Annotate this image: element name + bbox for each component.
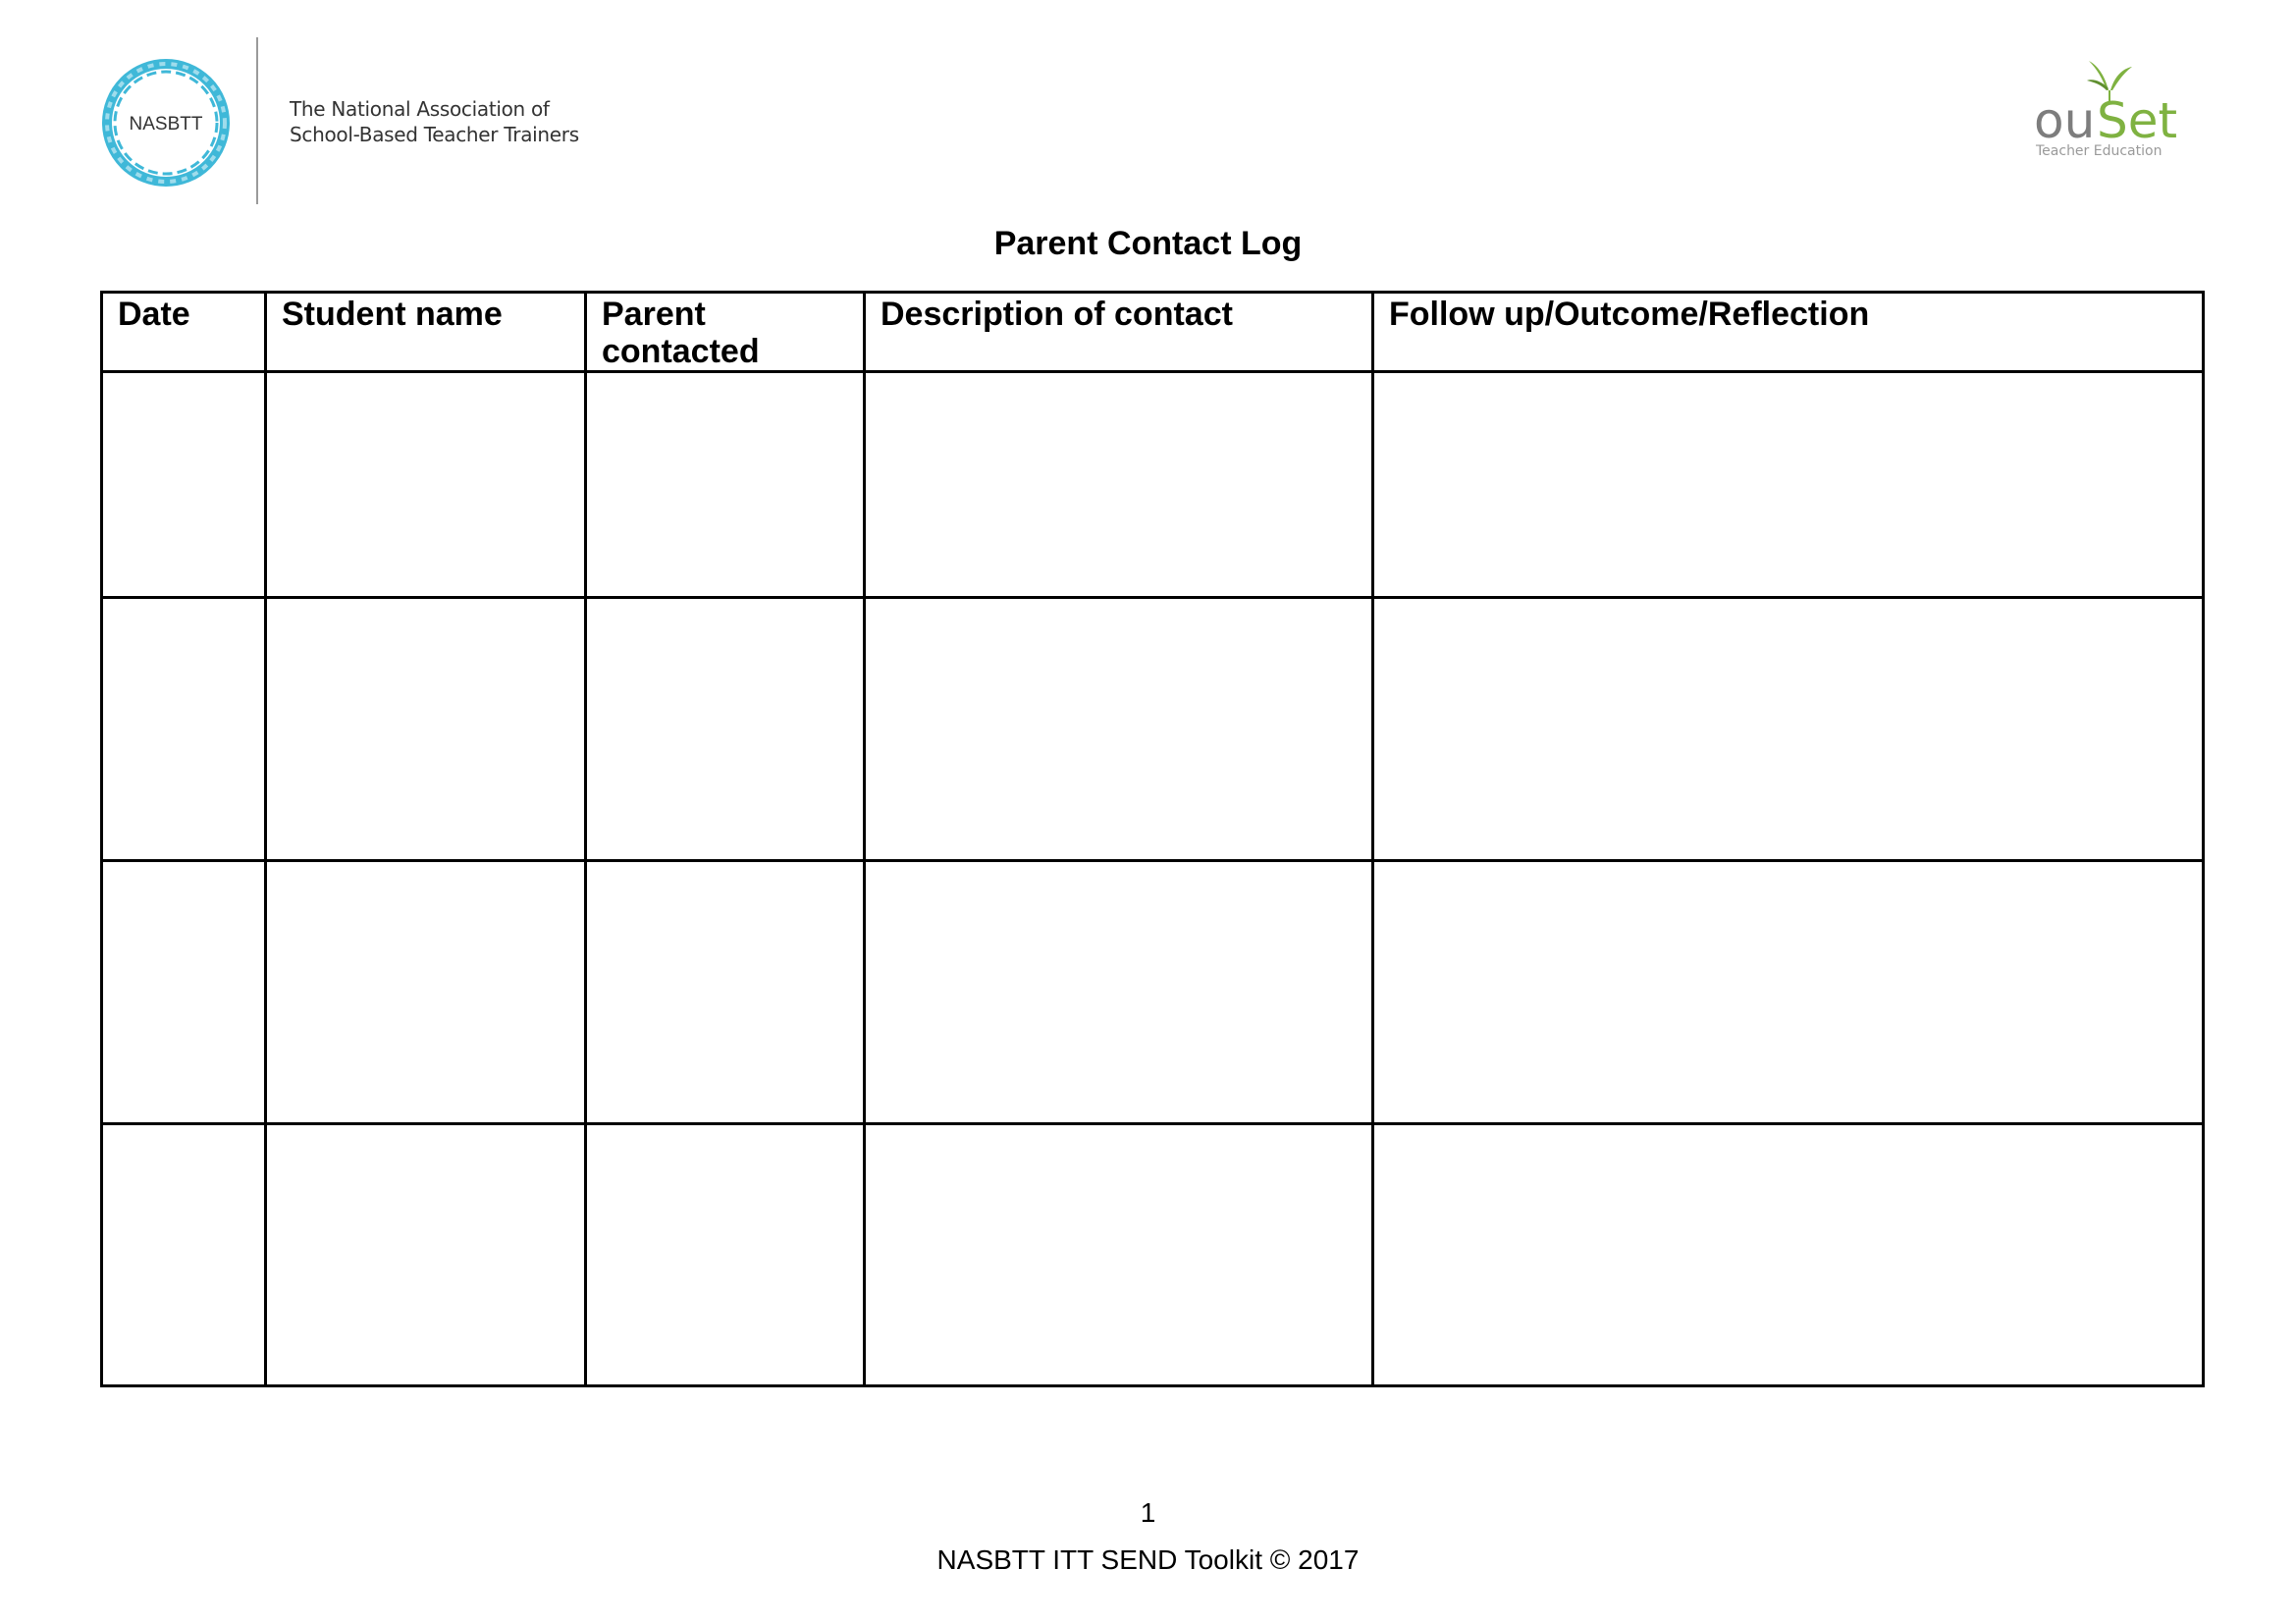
table-cell-student-name[interactable]	[266, 861, 586, 1124]
table-cell-follow-up[interactable]	[1373, 1124, 2204, 1386]
page-number: 1	[1140, 1497, 1156, 1528]
outset-logo-word-part1: ou	[2034, 92, 2096, 149]
nasbtt-logo-text: NASBTT	[129, 114, 203, 135]
column-header-date: Date	[102, 293, 266, 372]
outset-logo-word-part2: Set	[2097, 92, 2178, 149]
page-title: Parent Contact Log	[993, 225, 1303, 262]
footer-copyright: NASBTT ITT SEND Toolkit © 2017	[936, 1544, 1360, 1575]
table-cell-student-name[interactable]	[266, 1124, 586, 1386]
column-header-student-name: Student name	[266, 293, 586, 372]
table-cell-description[interactable]	[865, 598, 1373, 861]
table-cell-parent-contacted[interactable]	[586, 861, 865, 1124]
column-header-description-of-contact: Description of contact	[865, 293, 1373, 372]
table-cell-date[interactable]	[102, 598, 266, 861]
parent-contact-log-table	[100, 291, 2205, 1387]
header-divider	[256, 37, 258, 204]
organisation-name	[290, 96, 579, 147]
table-row	[102, 1124, 2204, 1386]
table-cell-description[interactable]	[865, 372, 1373, 598]
table-cell-date[interactable]	[102, 1124, 266, 1386]
table-header-row	[102, 293, 2204, 372]
table-cell-student-name[interactable]	[266, 598, 586, 861]
table-cell-follow-up[interactable]	[1373, 861, 2204, 1124]
table-cell-date[interactable]	[102, 861, 266, 1124]
outset-logo-icon	[2032, 55, 2189, 163]
table-cell-description[interactable]	[865, 861, 1373, 1124]
table-cell-parent-contacted[interactable]	[586, 598, 865, 861]
table-cell-description[interactable]	[865, 1124, 1373, 1386]
table-cell-parent-contacted[interactable]	[586, 372, 865, 598]
table-cell-parent-contacted[interactable]	[586, 1124, 865, 1386]
table-row	[102, 372, 2204, 598]
table-cell-follow-up[interactable]	[1373, 372, 2204, 598]
column-header-follow-up: Follow up/Outcome/Reflection	[1373, 293, 2204, 372]
nasbtt-logo-icon	[102, 59, 230, 187]
table-cell-date[interactable]	[102, 372, 266, 598]
organisation-name-line-1: The National Association of	[290, 97, 550, 121]
column-header-parent-contacted: Parent contacted	[586, 293, 865, 372]
table-cell-follow-up[interactable]	[1373, 598, 2204, 861]
table-row	[102, 861, 2204, 1124]
outset-logo-tagline: Teacher Education	[2036, 143, 2163, 159]
organisation-name-line-2: School-Based Teacher Trainers	[290, 123, 579, 146]
table-cell-student-name[interactable]	[266, 372, 586, 598]
table-row	[102, 598, 2204, 861]
